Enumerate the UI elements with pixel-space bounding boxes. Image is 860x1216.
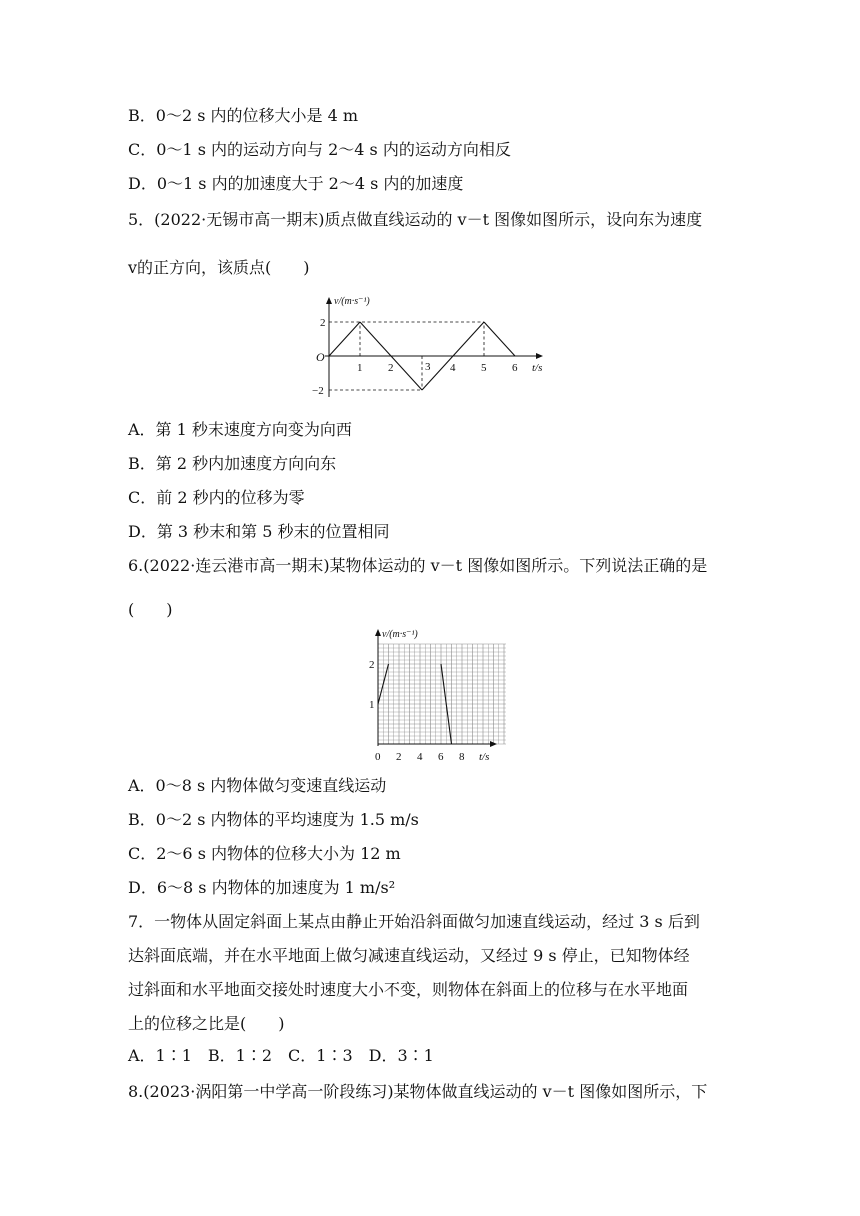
q5-option-b: B．第 2 秒内加速度方向向东	[128, 454, 337, 473]
q6-vt-graph	[346, 624, 506, 766]
x-tick-label: 4	[417, 751, 423, 763]
y-tick-label: 1	[369, 699, 375, 711]
x-tick-label: 5	[481, 362, 487, 374]
q6-option-c: C．2～6 s 内物体的位移大小为 12 m	[128, 844, 401, 863]
q6-stem-line-2: ( )	[128, 600, 173, 619]
y-tick-label: 2	[369, 659, 375, 671]
q5-option-c: C．前 2 秒内的位移为零	[128, 488, 305, 507]
q5-option-a: A．第 1 秒末速度方向变为向西	[128, 420, 352, 439]
q4-option-c: C．0～1 s 内的运动方向与 2～4 s 内的运动方向相反	[128, 140, 511, 159]
q5-option-d: D．第 3 秒末和第 5 秒末的位置相同	[128, 522, 390, 541]
series-segment	[484, 322, 515, 356]
q6-option-a: A．0～8 s 内物体做匀变速直线运动	[128, 776, 387, 795]
x-tick-label: 2	[396, 751, 402, 763]
x-tick-label: 2	[388, 362, 394, 374]
series-segment	[329, 322, 360, 356]
x-tick-label: 1	[357, 362, 363, 374]
q5-stem-line-1: 5．(2022·无锡市高一期末)质点做直线运动的 v－t 图像如图所示，设向东为速度	[128, 210, 703, 229]
q7-stem-line-3: 过斜面和水平地面交接处时速度大小不变，则物体在斜面上的位移与在水平地面	[128, 980, 689, 999]
y-axis-label: v/(m·s⁻¹)	[382, 629, 418, 640]
q6-stem-line-1: 6.(2022·连云港市高一期末)某物体运动的 v－t 图像如图所示。下列说法正确的是	[128, 556, 708, 575]
x-tick-label: 8	[459, 751, 465, 763]
x-axis-label: t/s	[479, 751, 490, 763]
q8-stem-line-1: 8.(2023·涡阳第一中学高一阶段练习)某物体做直线运动的 v－t 图像如图所示，下	[128, 1082, 708, 1101]
x-axis-label: t/s	[532, 362, 543, 374]
series-segment	[360, 322, 391, 356]
x-tick-label: 6	[438, 751, 444, 763]
q5-stem-line-2: v的正方向，该质点( )	[128, 258, 310, 277]
q4-option-d: D．0～1 s 内的加速度大于 2～4 s 内的加速度	[128, 174, 464, 193]
y-tick-label: −2	[312, 385, 324, 397]
q7-options: A．1∶1 B．1∶2 C．1∶3 D．3∶1	[128, 1046, 434, 1065]
x-tick-label: 4	[450, 362, 456, 374]
x-tick-label: 6	[512, 362, 518, 374]
q7-stem-line-1: 7．一物体从固定斜面上某点由静止开始沿斜面做匀加速直线运动，经过 3 s 后到	[128, 912, 700, 931]
y-tick-label: 2	[320, 317, 326, 329]
origin-label: O	[316, 350, 325, 364]
q7-stem-line-4: 上的位移之比是( )	[128, 1014, 285, 1033]
x-tick-label: 0	[375, 751, 381, 763]
q4-option-b: B．0～2 s 内的位移大小是 4 m	[128, 106, 359, 125]
series-segment	[453, 322, 484, 356]
q7-stem-line-2: 达斜面底端，并在水平地面上做匀减速直线运动，又经过 9 s 停止，已知物体经	[128, 946, 690, 965]
q6-option-b: B．0～2 s 内物体的平均速度为 1.5 m/s	[128, 810, 419, 829]
y-axis-label: v/(m·s⁻¹)	[334, 296, 370, 307]
x-tick-label: 3	[425, 361, 431, 373]
q6-option-d: D．6～8 s 内物体的加速度为 1 m/s²	[128, 878, 396, 897]
series-segment	[391, 356, 422, 390]
q5-vt-graph	[296, 292, 556, 404]
